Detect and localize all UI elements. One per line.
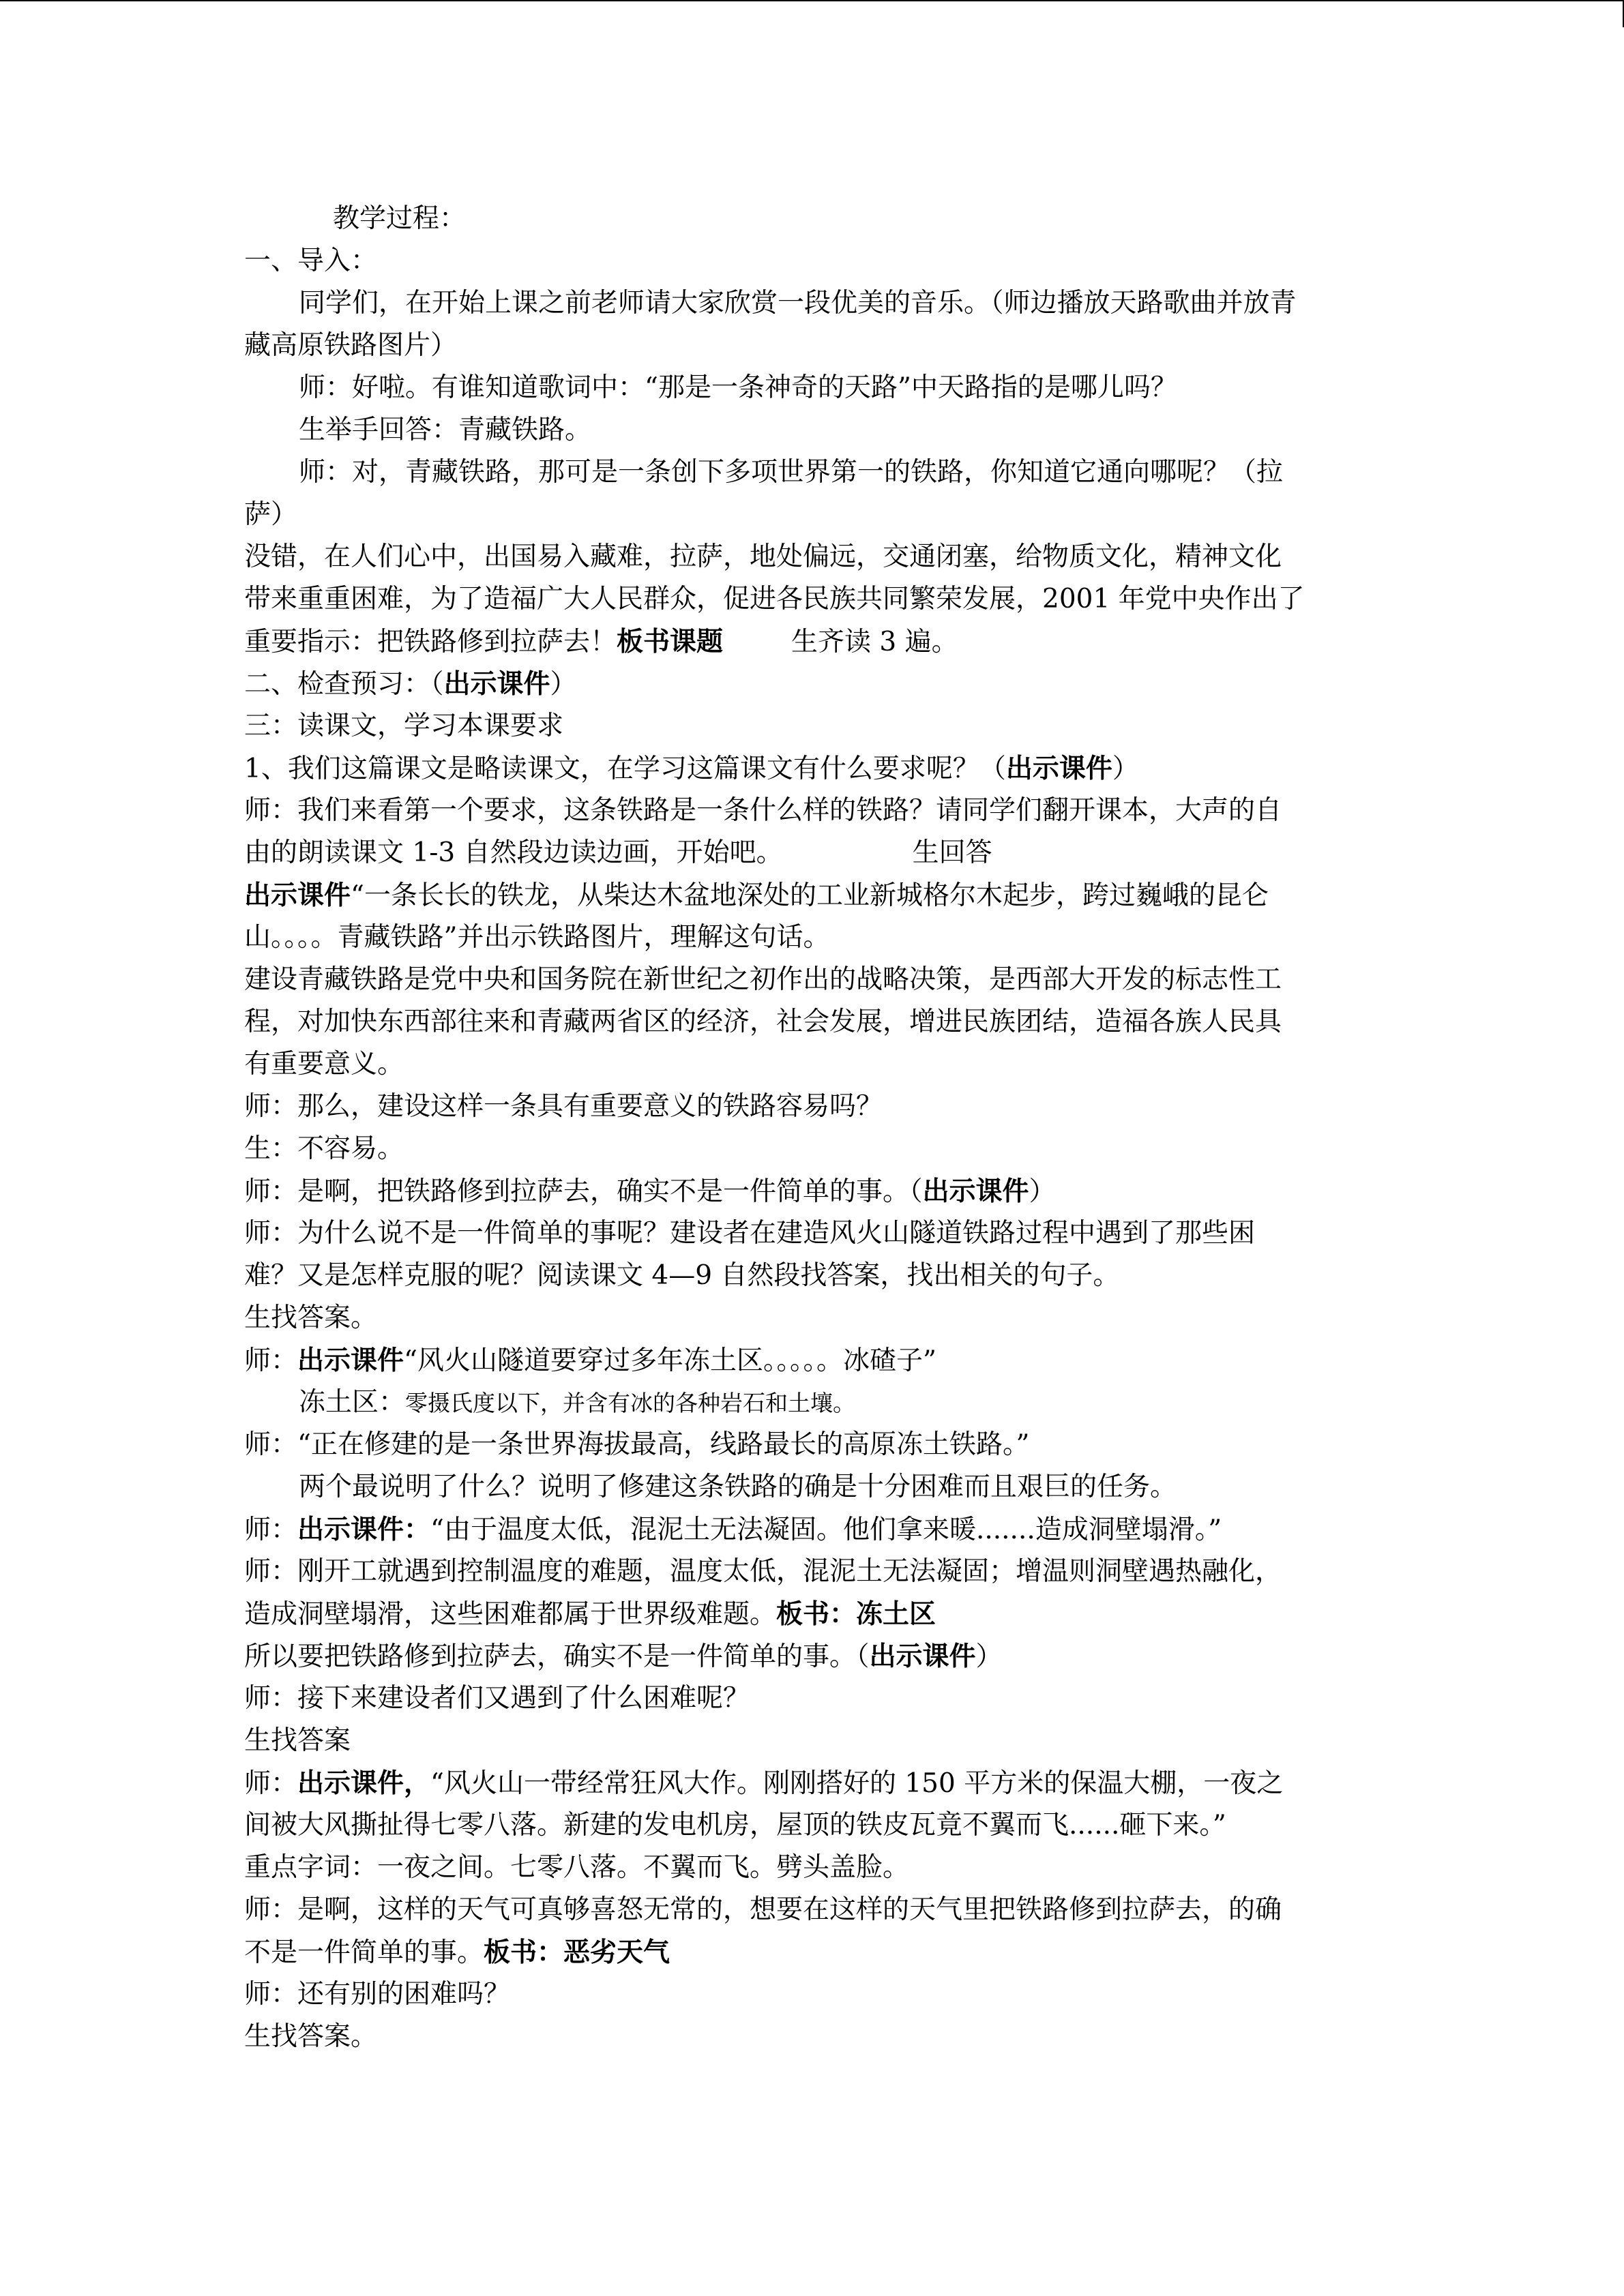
courseware-note: 出示课件 [922,1176,1029,1207]
paragraph-line: 1、我们这篇课文是略读课文，在学习这篇课文有什么要求呢？（出示课件） [244,753,1139,784]
courseware-note: 出示课件 [443,668,550,700]
paragraph-line: 师：出示课件，“风火山一带经常狂风大作。刚刚搭好的 150 平方米的保温大棚，一夜之 [244,1768,1284,1799]
section-heading: 一、导入： [244,245,378,276]
paragraph-line: 师：是啊，把铁路修到拉萨去，确实不是一件简单的事。（出示课件） [244,1176,1056,1207]
paragraph-line: 生找答案。 [244,2021,378,2052]
courseware-note: 出示课件 [1005,753,1112,784]
courseware-note: 出示课件 [244,880,351,911]
paragraph-line: 由的朗读课文 1-3 自然段边读边画，开始吧。 生回答 [244,837,992,868]
paragraph-line: 师：“正在修建的是一条世界海拔最高，线路最长的高原冻土铁路。” [244,1429,1030,1460]
paragraph-line: 生找答案。 [244,1302,378,1333]
courseware-note: 出示课件 [297,1345,404,1376]
board-note: 板书课题 [617,626,724,657]
paragraph-line: 所以要把铁路修到拉萨去，确实不是一件简单的事。（出示课件） [244,1641,1003,1672]
paragraph-line: 出示课件“一条长长的铁龙，从柴达木盆地深处的工业新城格尔木起步，跨过巍峨的昆仑 [244,880,1269,911]
paragraph-line: 师：刚开工就遇到控制温度的难题，温度太低，混泥土无法凝固；增温则洞壁遇热融化， [244,1556,1282,1587]
paragraph-line: 师：出示课件“风火山隧道要穿过多年冻土区。。。。。冰碴子” [244,1345,936,1376]
paragraph-line: 造成洞壁塌滑，这些困难都属于世界级难题。板书：冻土区 [244,1598,936,1630]
paragraph-line: 藏高原铁路图片） [244,330,458,361]
paragraph-line: 程，对加快东西部往来和青藏两省区的经济，社会发展，增进民族团结，造福各族人民具 [244,1007,1282,1037]
paragraph-line: 没错，在人们心中，出国易入藏难，拉萨，地处偏远，交通闭塞，给物质文化，精神文化 [244,541,1282,572]
paragraph-line: 师：是啊，这样的天气可真够喜怒无常的，想要在这样的天气里把铁路修到拉萨去，的确 [244,1894,1282,1925]
paragraph-line: 带来重重困难，为了造福广大人民群众，促进各民族共同繁荣发展，2001 年党中央作出了 [244,584,1305,614]
courseware-note: 出示课件 [869,1641,976,1672]
section-heading: 教学过程： [333,203,467,234]
paragraph-line: 师：对，青藏铁路，那可是一条创下多项世界第一的铁路，你知道它通向哪呢？（拉 [299,457,1284,488]
board-note: 板书：冻土区 [776,1598,936,1630]
paragraph-line: 山。。。。青藏铁路”并出示铁路图片，理解这句话。 [244,922,830,953]
section-heading: 二、检查预习：（出示课件） [244,668,577,700]
paragraph-line: 生举手回答：青藏铁路。 [299,415,592,445]
paragraph-line: 两个最说明了什么？说明了修建这条铁路的确是十分困难而且艰巨的任务。 [299,1472,1177,1502]
paragraph-line: 师：我们来看第一个要求，这条铁路是一条什么样的铁路？请同学们翻开课本，大声的自 [244,795,1282,826]
paragraph-line: 萨） [244,499,298,530]
paragraph-line: 不是一件简单的事。板书：恶劣天气 [244,1937,670,1968]
paragraph-line: 生找答案 [244,1725,351,1756]
paragraph-line: 师：接下来建设者们又遇到了什么困难呢？ [244,1683,750,1714]
board-note: 板书：恶劣天气 [484,1937,670,1968]
paragraph-line: 间被大风撕扯得七零八落。新建的发电机房，屋顶的铁皮瓦竟不翼而飞......砸下来。” [244,1810,1226,1840]
lesson-plan-body [244,198,1380,2058]
paragraph-line: 师：那么，建设这样一条具有重要意义的铁路容易吗？ [244,1091,883,1122]
paragraph-line: 重点字词：一夜之间。七零八落。不翼而飞。劈头盖脸。 [244,1852,910,1883]
paragraph-line: 建设青藏铁路是党中央和国务院在新世纪之初作出的战略决策，是西部大开发的标志性工 [244,964,1282,995]
page-top-border [0,0,1624,1]
paragraph-line: 师：还有别的困难吗？ [244,1979,511,2010]
paragraph-line: 难？又是怎样克服的呢？阅读课文 4—9 自然段找答案，找出相关的句子。 [244,1260,1120,1291]
paragraph-line: 生：不容易。 [244,1133,404,1164]
paragraph-line: 重要指示：把铁路修到拉萨去！板书课题 生齐读 3 遍。 [244,626,958,657]
paragraph-line: 同学们，在开始上课之前老师请大家欣赏一段优美的音乐。（师边播放天路歌曲并放青 [299,288,1297,318]
paragraph-line: 冻土区：零摄氏度以下，并含有冰的各种岩石和土壤。 [299,1387,856,1418]
paragraph-line: 师：出示课件：“由于温度太低，混泥土无法凝固。他们拿来暖.......造成洞壁塌滑。” [244,1514,1222,1545]
paragraph-line: 师：为什么说不是一件简单的事呢？建设者在建造风火山隧道铁路过程中遇到了那些困 [244,1218,1256,1249]
courseware-note: 出示课件， [297,1768,431,1799]
courseware-note: 出示课件： [297,1514,431,1545]
section-heading: 三：读课文，学习本课要求 [244,711,564,741]
paragraph-line: 师：好啦。有谁知道歌词中：“那是一条神奇的天路”中天路指的是哪儿吗？ [299,372,1177,403]
paragraph-line: 有重要意义。 [244,1049,404,1079]
